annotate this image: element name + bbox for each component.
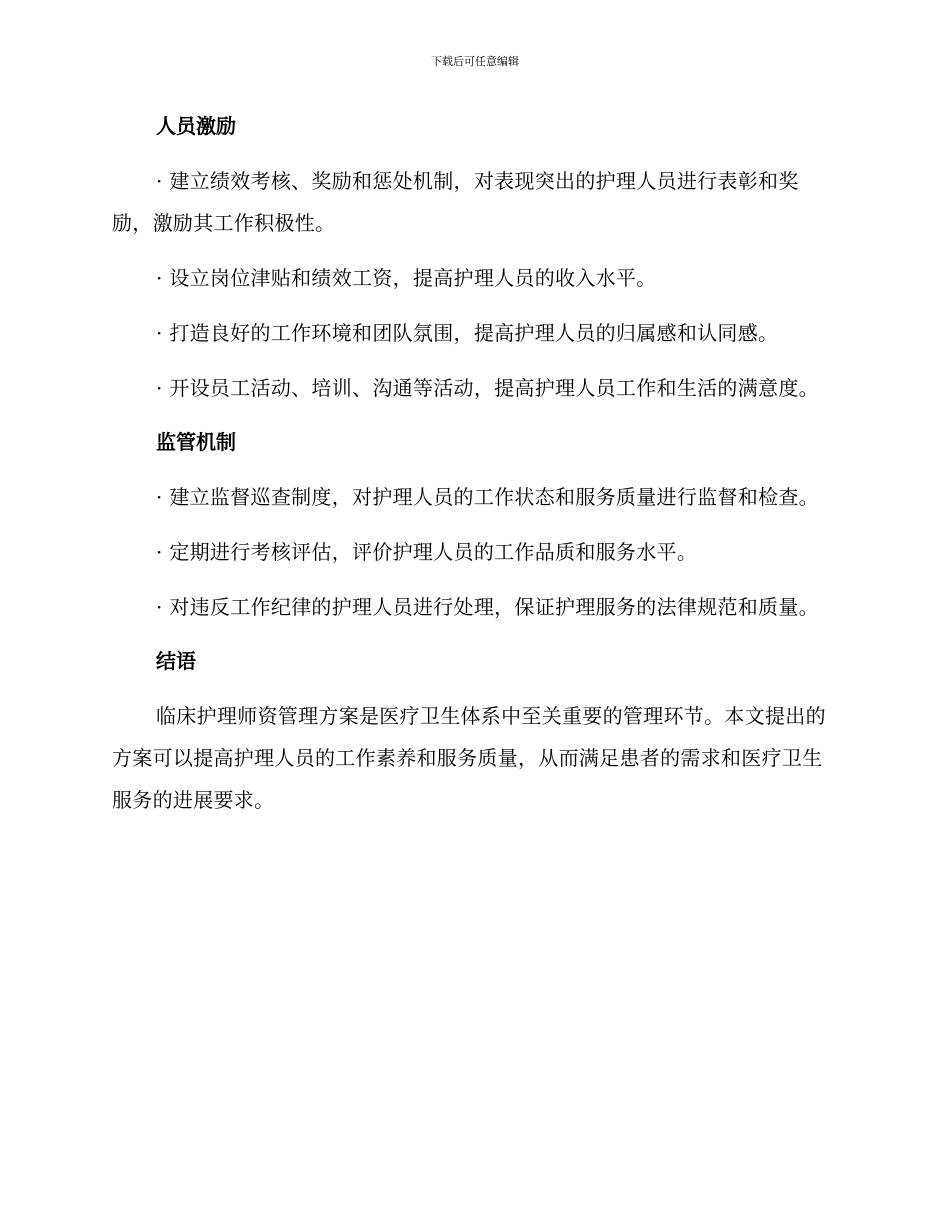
document-body (112, 106, 832, 834)
section-conclusion (112, 641, 832, 821)
paragraph: · 定期进行考核评估，评价护理人员的工作品质和服务水平。 (156, 540, 698, 564)
section-supervision-mechanism (112, 422, 832, 628)
section-heading: 结语 (156, 649, 196, 673)
paragraph: 临床护理师资管理方案是医疗卫生体系中至关重要的管理环节。本文提出的方案可以提高护理人员的工作素养和服务质量，从而满足患者的需求和医疗卫生服务的进展要求。 (112, 704, 826, 812)
paragraph: · 设立岗位津贴和绩效工资，提高护理人员的收入水平。 (156, 266, 657, 290)
page-header: 下载后可任意编辑 (431, 55, 519, 68)
section-personnel-incentive (112, 106, 832, 409)
paragraph: · 对违反工作纪律的护理人员进行处理，保证护理服务的法律规范和质量。 (156, 595, 819, 619)
section-heading: 人员激励 (156, 114, 236, 138)
paragraph: · 建立绩效考核、奖励和惩处机制，对表现突出的护理人员进行表彰和奖励，激励其工作积极性。 (112, 169, 799, 235)
section-heading: 监管机制 (156, 430, 236, 454)
paragraph: · 开设员工活动、培训、沟通等活动，提高护理人员工作和生活的满意度。 (156, 376, 819, 400)
paragraph: · 打造良好的工作环境和团队氛围，提高护理人员的归属感和认同感。 (156, 321, 779, 345)
paragraph: · 建立监督巡查制度，对护理人员的工作状态和服务质量进行监督和检查。 (156, 485, 819, 509)
